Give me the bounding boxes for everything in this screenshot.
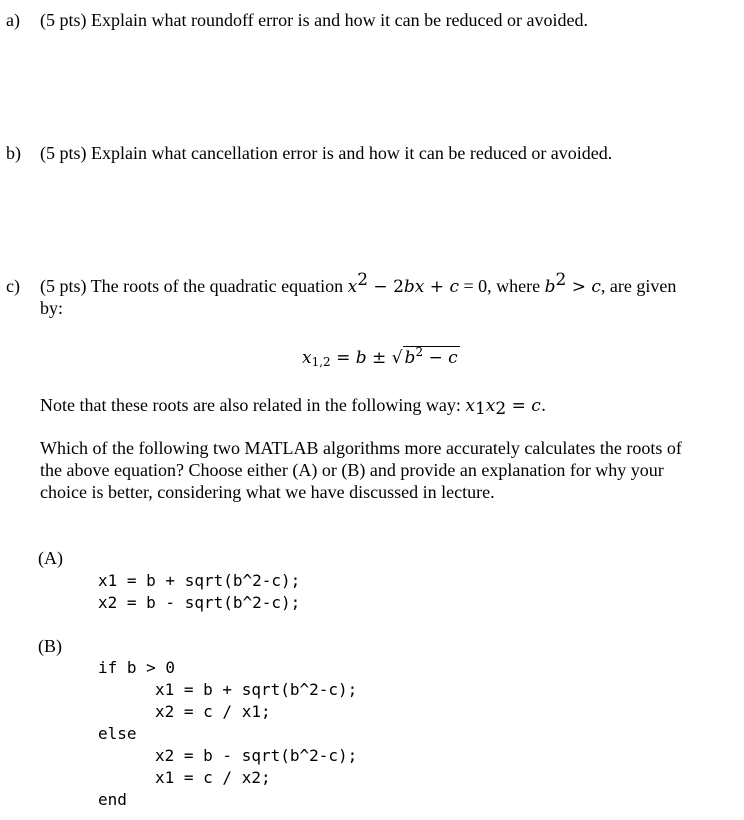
note-eq: = [506, 396, 532, 416]
algorithm-b-line-3: x2 = c / x1; [155, 702, 271, 721]
algorithm-b-line-5: x2 = b - sqrt(b^2-c); [155, 746, 358, 765]
root-equals: = [330, 348, 356, 368]
note-line [40, 394, 546, 417]
algorithm-a-line-1: x1 = b + sqrt(b^2-c); [98, 571, 301, 590]
root-formula [302, 341, 460, 375]
cond-tail: , are given [600, 276, 677, 296]
root-subscript: 1,2 [311, 355, 331, 369]
question-line-1: Which of the following two MATLAB algorithms more accurately calculates the roots of [40, 438, 682, 458]
note-x1: x [465, 396, 475, 416]
sqrt-sign: √ [391, 348, 403, 368]
cond-gt: > [566, 277, 592, 297]
question-b-letter: b) [6, 143, 21, 163]
question-c-intro: (5 pts) The roots of the quadratic equation [40, 276, 348, 296]
question-a-letter: a) [6, 10, 20, 30]
question-line-3: choice is better, considering what we have discussed in lecture. [40, 482, 495, 502]
algorithm-a-label: (A) [38, 548, 63, 568]
algorithm-b-line-2: x1 = b + sqrt(b^2-c); [155, 680, 358, 699]
cond-c: c [591, 277, 601, 297]
root-plus-minus: ± [366, 348, 392, 368]
rad-exponent: 2 [415, 345, 424, 359]
algorithm-b-line-7: end [98, 790, 127, 809]
note-prefix: Note that these roots are also related in the following way: [40, 395, 466, 415]
question-c-line1 [40, 270, 677, 298]
note-sub2: 2 [495, 399, 507, 419]
eq-minus: − 2 [368, 277, 404, 297]
rad-b: b [404, 348, 416, 368]
radicand [403, 346, 460, 369]
root-b: b [355, 348, 367, 368]
algorithm-b-line-1: if b > 0 [98, 658, 176, 677]
root-sqrt [392, 341, 460, 375]
algorithm-a-line-2: x2 = b - sqrt(b^2-c); [98, 593, 301, 612]
eq-x: x [347, 277, 358, 297]
algorithm-b-label: (B) [38, 636, 62, 656]
eq-x-exponent: 2 [357, 270, 369, 290]
question-c-line2: by: [40, 298, 64, 318]
algorithm-b-line-4: else [98, 724, 137, 743]
algorithm-b-line-6: x1 = c / x2; [155, 768, 271, 787]
question-b-text: (5 pts) Explain what cancellation error is and how it can be reduced or avoided. [40, 143, 613, 163]
note-dot: . [540, 396, 547, 416]
question-a-text: (5 pts) Explain what roundoff error is and how it can be reduced or avoided. [40, 10, 588, 30]
eq-equals-zero: = 0, where [458, 276, 545, 296]
question-c-letter: c) [6, 276, 20, 296]
note-sub1: 1 [474, 399, 486, 419]
note-c: c [531, 396, 541, 416]
rad-minus: − [423, 348, 449, 368]
root-x: x [302, 348, 312, 368]
eq-bx: bx [403, 277, 425, 297]
cond-b-exponent: 2 [555, 270, 567, 290]
note-x2: x [485, 396, 496, 416]
rad-c: c [448, 348, 458, 368]
cond-b: b [544, 277, 556, 297]
question-line-2: the above equation? Choose either (A) or (B) and provide an explanation for why your [40, 460, 664, 480]
eq-c: c [449, 277, 459, 297]
eq-plus: + [424, 277, 450, 297]
